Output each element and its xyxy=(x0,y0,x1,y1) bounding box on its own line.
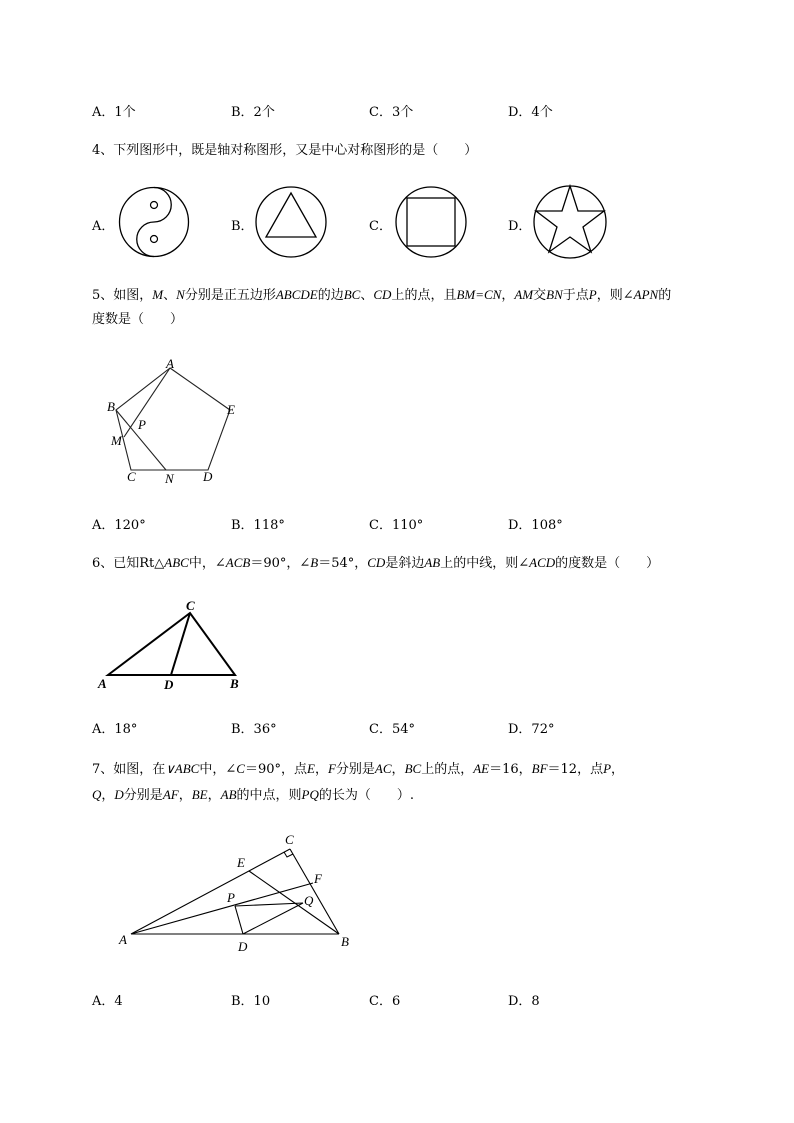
triangle-label-a: A xyxy=(98,676,107,691)
q7-stem-line2: Q，D分别是AF，BE，AB的中点，则PQ的长为（ ）. xyxy=(92,787,415,803)
q3-option-c: C．3个 xyxy=(369,105,414,120)
pentagon-label-m: M xyxy=(111,433,122,448)
q6-option-d: D．72° xyxy=(508,722,555,737)
fig7-label-p: P xyxy=(227,890,235,905)
fig7-label-d: D xyxy=(238,939,248,954)
q5-option-b: B．118° xyxy=(231,518,285,533)
q6-stem: 6、已知Rt△ABC中，∠ACB＝90°，∠B＝54°，CD是斜边AB上的中线，则∠ACD的度数是（ ） xyxy=(92,555,660,571)
q3-option-a: A．1个 xyxy=(92,105,136,120)
triangle-label-d: D xyxy=(164,677,174,692)
q5-option-d: D．108° xyxy=(508,518,563,533)
q6-option-a: A．18° xyxy=(92,722,138,737)
q5-stem-line2: 度数是（ ） xyxy=(92,312,184,327)
q7-option-c: C．6 xyxy=(369,994,401,1009)
q7-option-a: A．4 xyxy=(92,994,123,1009)
fig7-label-q: Q xyxy=(304,893,314,908)
q4-stem: 4、下列图形中，既是轴对称图形，又是中心对称图形的是（ ） xyxy=(92,143,478,158)
q6-option-c: C．54° xyxy=(369,722,415,737)
pentagon-label-c: C xyxy=(127,469,136,484)
pentagon-label-d: D xyxy=(203,469,213,484)
pentagon-label-a: A xyxy=(166,356,174,371)
triangle-label-b: B xyxy=(230,676,239,691)
q4-label-b: B． xyxy=(231,219,254,234)
fig7-label-c: C xyxy=(285,832,294,847)
q4-label-c: C． xyxy=(369,219,392,234)
pentagon-label-e: E xyxy=(227,402,235,417)
q7-option-d: D．8 xyxy=(508,994,540,1009)
q5-option-a: A．120° xyxy=(92,518,146,533)
q5-stem-line1: 5、如图，M、N分别是正五边形ABCDE的边BC、CD上的点，且BM=CN，AM交BN于点P，则∠APN的 xyxy=(92,287,672,303)
fig7-label-e: E xyxy=(237,855,245,870)
pentagon-label-b: B xyxy=(107,399,115,414)
fig7-label-b: B xyxy=(341,934,349,949)
q6-option-b: B．36° xyxy=(231,722,277,737)
pentagon-label-p: P xyxy=(138,417,146,432)
q5-option-c: C．110° xyxy=(369,518,424,533)
q4-label-d: D． xyxy=(508,219,532,234)
q7-option-b: B．10 xyxy=(231,994,271,1009)
fig7-label-f: F xyxy=(314,871,322,886)
q3-option-d: D．4个 xyxy=(508,105,553,120)
triangle-label-c: C xyxy=(186,598,195,613)
q3-option-b: B．2个 xyxy=(231,105,275,120)
pentagon-label-n: N xyxy=(165,471,174,486)
q4-label-a: A． xyxy=(92,219,115,234)
fig7-label-a: A xyxy=(119,932,127,947)
q7-stem-line1: 7、如图，在∨ABC中，∠C＝90°，点E，F分别是AC，BC上的点，AE＝16，BF＝12，点P， xyxy=(92,761,625,777)
